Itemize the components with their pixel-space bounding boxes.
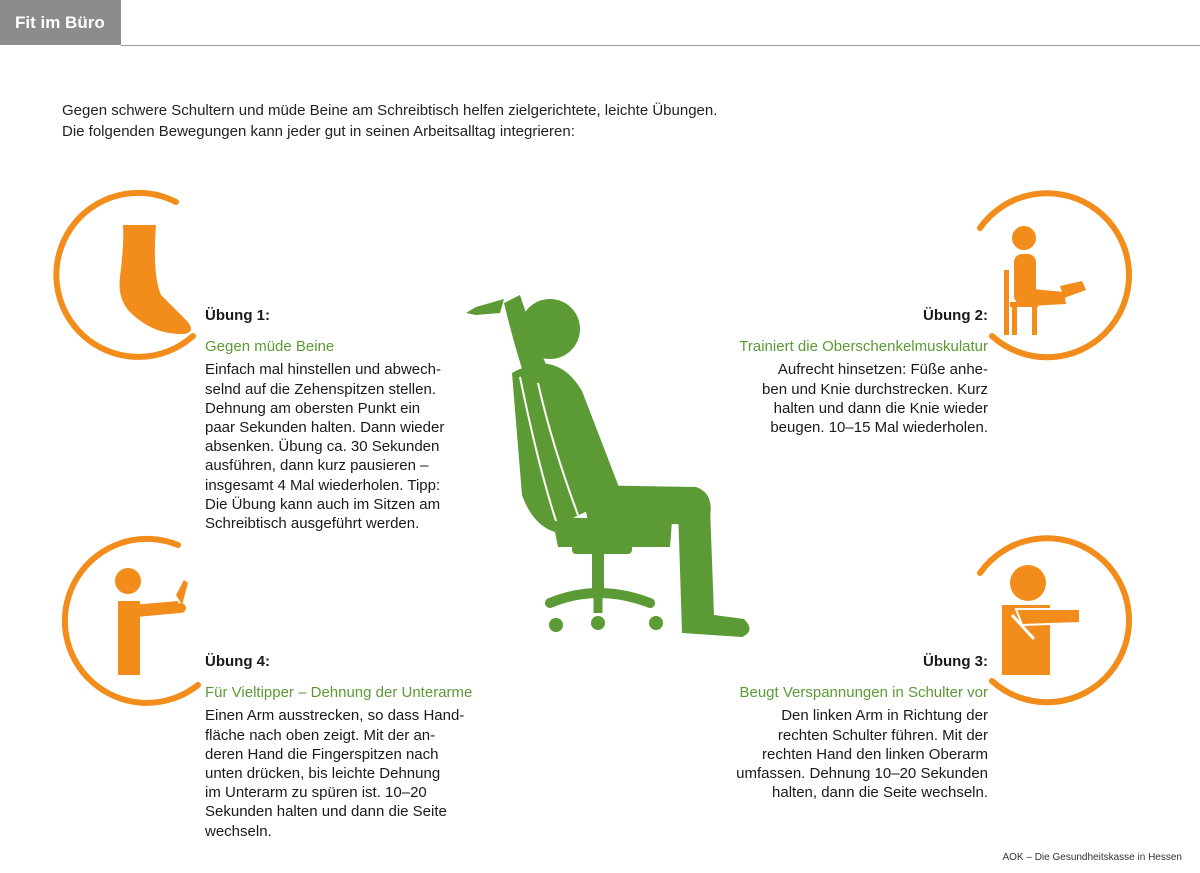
header-divider <box>121 45 1200 46</box>
exercise-1-text: Einfach mal hinstellen und abwech- <box>205 361 441 379</box>
exercise-3-label: Übung 3: <box>923 653 988 670</box>
exercise-1-text: absenken. Übung ca. 30 Sekunden <box>205 438 440 456</box>
page-title-tab <box>0 0 121 45</box>
exercise-4-text: deren Hand die Fingerspitzen nach <box>205 745 439 763</box>
exercise-1-text: Dehnung am obersten Punkt ein <box>205 399 421 417</box>
exercise-4-label: Übung 4: <box>205 653 270 670</box>
exercise-3-text: rechten Schulter führen. Mit der <box>777 726 988 744</box>
footer-credit: AOK – Die Gesundheitskasse in Hessen <box>1002 852 1182 863</box>
exercise-2-text: Aufrecht hinsetzen: Füße anhe- <box>777 361 988 379</box>
exercise-1-text: paar Sekunden halten. Dann wieder <box>205 419 445 437</box>
exercise-1-label: Übung 1: <box>205 307 270 324</box>
exercise-1-text: insgesamt 4 Mal wiederholen. Tipp: <box>205 476 441 494</box>
exercise-4-text: unten drücken, bis leichte Dehnung <box>205 765 441 783</box>
exercise-1-text: Die Übung kann auch im Sitzen am <box>205 495 441 513</box>
exercise-4-text: Einen Arm ausstrecken, so dass Hand- <box>205 707 465 725</box>
exercise-3 <box>736 652 988 802</box>
exercise-3-text: umfassen. Dehnung 10–20 Sekunden <box>736 765 988 783</box>
exercise-1-text: ausführen, dann kurz pausieren – <box>205 457 429 475</box>
exercise-2-text: halten und dann die Knie wieder <box>773 399 988 417</box>
exercise-2 <box>739 306 988 437</box>
intro-line: Die folgenden Bewegungen kann jeder gut in seinen Arbeitsalltag integrieren: <box>62 123 575 140</box>
exercise-4 <box>205 652 472 841</box>
exercise-2-text: beugen. 10–15 Mal wiederholen. <box>770 419 988 437</box>
exercise-1-text: Schreibtisch ausgeführt werden. <box>205 515 420 533</box>
exercise-2-text: ben und Knie durchstrecken. Kurz <box>762 380 988 398</box>
exercise-4-subtitle: Für Vieltipper – Dehnung der Unterarme <box>205 684 473 702</box>
exercise-1-text: selnd auf die Zehenspitzen stellen. <box>205 380 436 398</box>
exercise-1 <box>205 306 444 533</box>
exercise-2-label: Übung 2: <box>923 307 988 324</box>
exercise-3-text: Den linken Arm in Richtung der <box>781 707 988 725</box>
exercise-4-text: wechseln. <box>205 822 272 840</box>
exercise-3-text: halten, dann die Seite wechseln. <box>772 784 988 802</box>
exercise-2-subtitle: Trainiert die Oberschenkelmuskulatur <box>739 338 988 356</box>
page-title: Fit im Büro <box>15 13 105 32</box>
foot-tiptoe-icon <box>58 180 208 380</box>
intro-text <box>62 100 717 142</box>
exercise-4-text: Sekunden halten und dann die Seite <box>205 803 447 821</box>
intro-line: Gegen schwere Schultern und müde Beine am Schreibtisch helfen zielgerichtete, leichte Übungen. <box>62 102 718 119</box>
exercise-4-text: im Unterarm zu spüren ist. 10–20 <box>205 784 427 802</box>
exercise-3-text: rechten Hand den linken Oberarm <box>762 745 988 763</box>
exercise-4-text: fläche nach oben zeigt. Mit der an- <box>205 726 436 744</box>
exercise-1-subtitle: Gegen müde Beine <box>205 338 335 356</box>
exercise-3-subtitle: Beugt Verspannungen in Schulter vor <box>739 684 988 702</box>
office-chair-stretch-figure <box>460 285 770 645</box>
